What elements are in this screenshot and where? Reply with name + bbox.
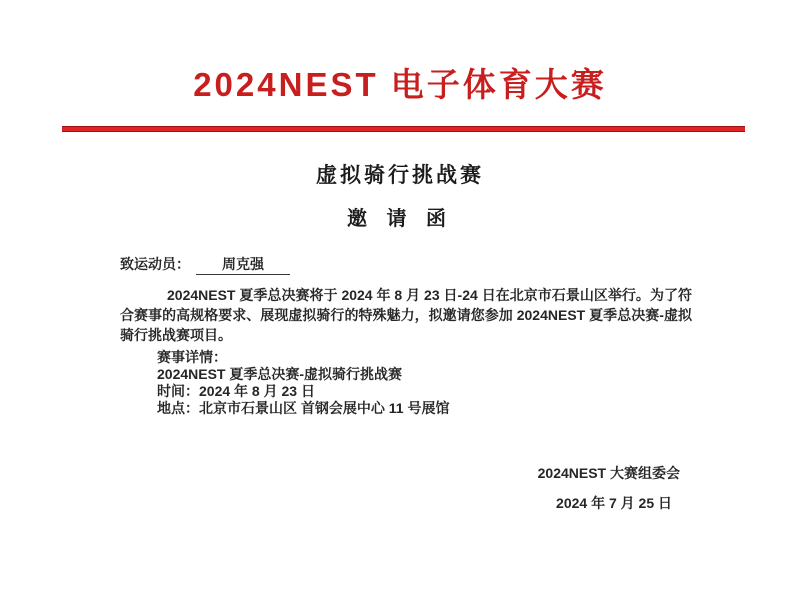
event-title: 虚拟骑行挑战赛 bbox=[316, 163, 484, 187]
details-time-line: 时间：2024 年 8 月 23 日 bbox=[157, 382, 315, 399]
letter-body bbox=[120, 255, 692, 510]
details-heading: 赛事详情： bbox=[157, 348, 227, 365]
title-divider-rule bbox=[62, 126, 745, 132]
salutation-line bbox=[120, 255, 692, 275]
details-event-line: 2024NEST 夏季总决赛-虚拟骑行挑战赛 bbox=[157, 365, 403, 382]
salutation-label: 致运动员： bbox=[120, 255, 190, 272]
details-venue-line: 地点：北京市石景山区 首钢会展中心 11 号展馆 bbox=[157, 399, 450, 416]
invitation-letter-page bbox=[0, 66, 800, 600]
invitation-heading: 邀 请 函 bbox=[346, 207, 454, 230]
signature-organization: 2024NEST 大赛组委会 bbox=[537, 464, 680, 481]
signature-block bbox=[120, 466, 692, 510]
signature-date: 2024 年 7 月 25 日 bbox=[556, 494, 672, 511]
document-title: 2024NEST 电子体育大赛 bbox=[193, 66, 607, 103]
invitation-paragraph: 2024NEST 夏季总决赛将于 2024 年 8 月 23 日-24 日在北京市石景山区举行。为了符合赛事的高规格要求、展现虚拟骑行的特殊魅力，拟邀请您参加 2024NEST 夏季总决赛-虚拟骑行挑战赛项目。 bbox=[120, 286, 692, 343]
event-details-block bbox=[120, 349, 692, 416]
athlete-name-blank: 周克强 bbox=[196, 255, 290, 275]
